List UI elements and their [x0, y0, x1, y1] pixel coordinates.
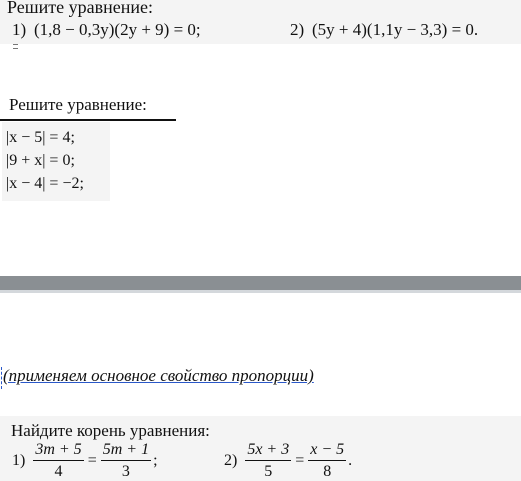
equation-line: |x − 5| = 4; [6, 129, 75, 146]
equation-line: |x − 4| = −2; [6, 175, 84, 192]
equation-number: 1) [12, 452, 26, 469]
cut-off-text-fragment [13, 44, 18, 49]
fraction-right [308, 442, 346, 480]
fraction-numerator: x − 5 [308, 442, 346, 461]
equation-line: |9 + x| = 0; [6, 152, 75, 169]
block1-item2: (5y + 4)(1,1y − 3,3) = 0. [312, 20, 479, 39]
equation-terminator: ; [153, 452, 158, 469]
block2-equations [6, 126, 84, 195]
divider-band-dark [0, 276, 521, 290]
equation-terminator: . [348, 452, 353, 469]
fraction-denominator: 8 [323, 463, 332, 480]
block1-item2-number: 2) [290, 20, 305, 39]
equals-sign: = [295, 452, 305, 469]
fraction-numerator: 5m + 1 [101, 442, 151, 461]
block2-heading-rule [0, 119, 176, 121]
fraction-denominator: 3 [121, 463, 130, 480]
block3-heading: Найдите корень уравнения: [11, 421, 210, 440]
fraction-denominator: 5 [264, 463, 273, 480]
block3-equation-1 [12, 443, 158, 479]
block1-item1-number: 1) [12, 20, 27, 39]
block1-heading: Решите уравнение: [7, 0, 153, 17]
equals-sign: = [87, 452, 97, 469]
fraction-right [101, 442, 151, 480]
fraction-left [245, 442, 291, 480]
block1-item1: (1,8 − 0,3y)(2y + 9) = 0; [34, 20, 201, 39]
fraction-numerator: 5x + 3 [245, 442, 291, 461]
equation-number: 2) [224, 452, 238, 469]
divider-band-light [0, 290, 521, 293]
block2-heading: Решите уравнение: [9, 95, 147, 114]
proportion-note: (применяем основное свойство пропорции) [3, 366, 314, 385]
block3-equation-2 [224, 443, 352, 479]
fraction-numerator: 3m + 5 [33, 442, 83, 461]
fraction-left [33, 442, 83, 480]
fraction-denominator: 4 [54, 463, 63, 480]
